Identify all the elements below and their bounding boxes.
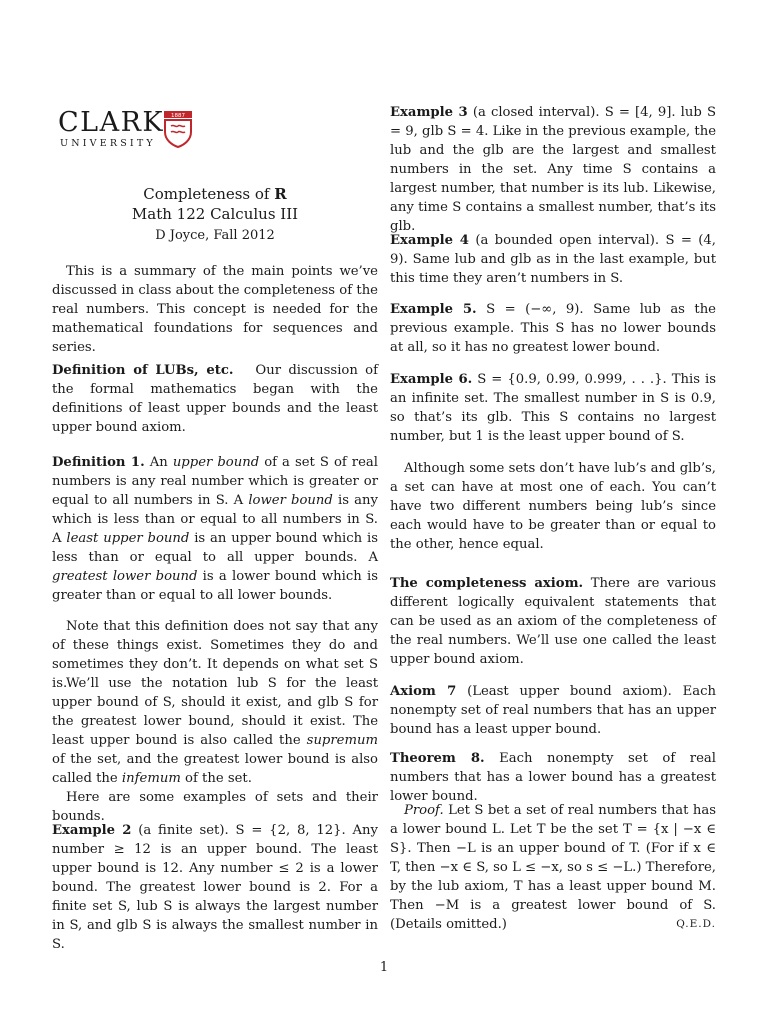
example-4: Example 4 (a bounded open interval). S = (4, 9). Same lub and glb as in the last example, but this time they aren’t numbers in S. xyxy=(390,233,716,286)
author-term: D Joyce, Fall 2012 xyxy=(155,228,275,243)
notation-paragraph: We’ll use the notation lub S for the least upper bound of S, should it exist, and glb S for the greatest lower bound, should it exist. The least upper bound is also called the supremum of the set, and the greatest lower bound is also called the infemum of the set. xyxy=(52,676,378,786)
axiom-7-heading: Axiom 7 xyxy=(390,684,457,699)
example-6: Example 6. S = {0.9, 0.99, 0.999, . . .}. This is an infinite set. The smallest number in S is 0.9, so that’s its glb. This S contains no largest number, but 1 is the least upper bound of S. xyxy=(390,372,716,444)
definition-1-heading: Definition 1. xyxy=(52,455,145,470)
note-paragraph-1: Note that this definition does not say that any of these things exist. Sometimes they do and sometimes they don’t. It depends on what set S is. xyxy=(52,619,378,691)
definition-1: Definition 1. An upper bound of a set S of real numbers is any real number which is greater or equal to all numbers in S. A lower bound is any which is less than or equal to all numbers in S. A least upper bound is an upper bound which is less than or equal to all upper bounds. A greatest lower bound is a lower bound which is greater than or equal to all lower bounds. xyxy=(52,455,378,603)
document-title: Completeness of R xyxy=(143,185,287,203)
logo-subtitle: UNIVERSITY xyxy=(60,138,156,149)
example-3-heading: Example 3 xyxy=(390,105,468,120)
course-name: Math 122 Calculus III xyxy=(131,205,299,223)
theorem-8: Theorem 8. Each nonempty set of real numbers that has a lower bound has a greatest lower bound. xyxy=(390,751,716,804)
example-5-heading: Example 5. xyxy=(390,302,477,317)
proof: Proof. Let S bet a set of real numbers that has a lower bound L. Let T be the set T = {x | −x ∈ S}. Then −L is an upper bound of T. (For if x ∈ T, then −x ∈ S, so L ≤ −x, so s ≤ −L.) Therefore, by the lub axiom, T has a least upper bound M. Then −M is a greatest lower bound of S. (Details omitted.) Q.E.D. xyxy=(390,803,716,932)
example-2-heading: Example 2 xyxy=(52,823,132,838)
example-4-heading: Example 4 xyxy=(390,233,469,248)
completeness-axiom-section: The completeness axiom. There are various different logically equivalent statements that can be used as an axiom of the completeness of the real numbers. We’ll use one called the least upper bound axiom. xyxy=(390,576,716,667)
logo-year: 1887 xyxy=(171,113,185,119)
lubs-heading: Definition of LUBs, etc. xyxy=(52,363,234,378)
document-title-block xyxy=(52,184,378,245)
example-3: Example 3 (a closed interval). S = [4, 9]. lub S = 9, glb S = 4. Like in the previous example, the lub and the glb are the largest and smallest numbers in the set. Any time S contains a largest number, that number is its lub. Likewise, any time S contains a smallest number, that’s its glb. xyxy=(390,105,716,234)
logo-wordmark: CLARK xyxy=(58,107,165,138)
qed-mark: Q.E.D. xyxy=(676,918,716,930)
uniqueness-remark: Although some sets don’t have lub’s and glb’s, a set can have at most one of each. You can’t have two different numbers being lub’s since each would have to be greater than or equal to the other, hence equal. xyxy=(390,461,716,552)
example-5: Example 5. S = (−∞, 9). Same lub as the previous example. This S has no lower bounds at all, so it has no greatest lower bound. xyxy=(390,302,716,355)
theorem-8-heading: Theorem 8. xyxy=(390,751,485,766)
clark-university-logo xyxy=(58,108,198,150)
intro-paragraph: This is a summary of the main points we’ve discussed in class about the completeness of the real numbers. This concept is needed for the mathematical foundations for sequences and series. xyxy=(52,264,378,355)
page-number: 1 xyxy=(379,960,389,975)
proof-label: Proof. xyxy=(404,803,444,818)
example-6-heading: Example 6. xyxy=(390,372,473,387)
university-shield-icon xyxy=(162,110,194,148)
lubs-section: Definition of LUBs, etc. Our discussion of the formal mathematics began with the definitions of least upper bounds and the least upper bound axiom. xyxy=(52,363,378,435)
completeness-axiom-heading: The completeness axiom. xyxy=(390,576,584,591)
example-2: Example 2 (a finite set). S = {2, 8, 12}. Any number ≥ 12 is an upper bound. The least upper bound is 12. Any number ≤ 2 is a lower bound. The greatest lower bound is 2. For a finite set S, lub S is always the largest number in S, and glb S is always the smallest number in S. xyxy=(52,823,378,952)
axiom-7: Axiom 7 (Least upper bound axiom). Each nonempty set of real numbers that has an upper bound has a least upper bound. xyxy=(390,684,716,737)
examples-intro: Here are some examples of sets and their bounds. xyxy=(52,790,378,824)
